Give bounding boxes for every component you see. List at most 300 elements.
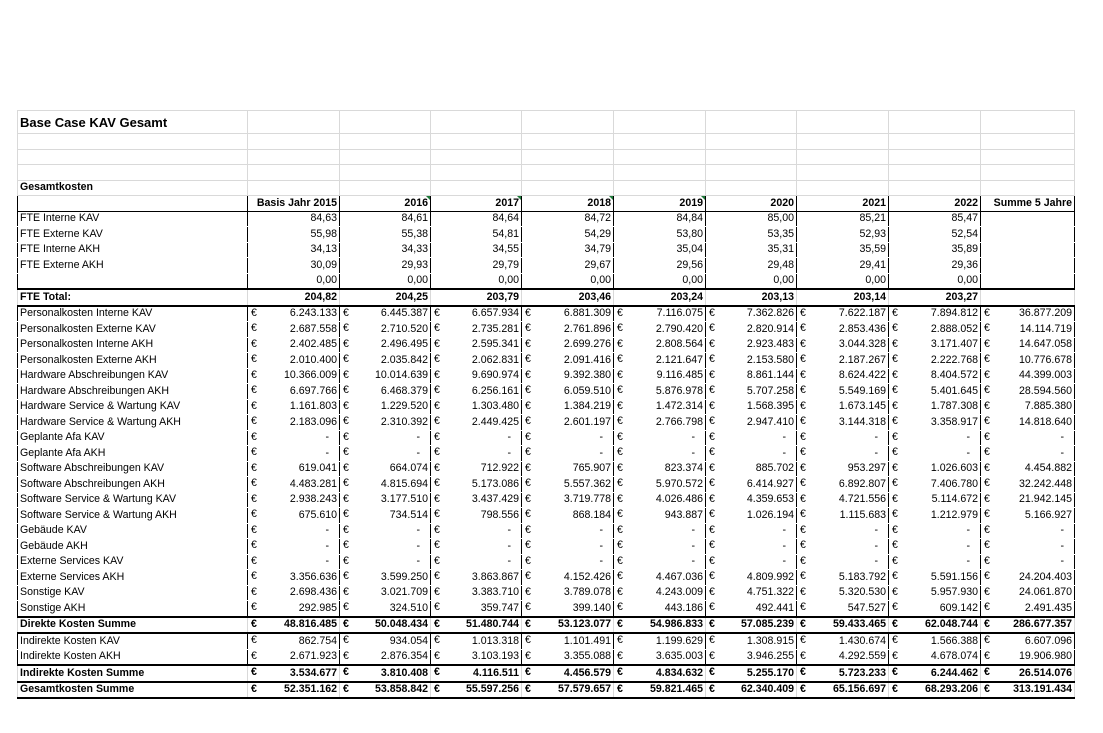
currency-cell[interactable] <box>706 306 797 322</box>
currency-cell[interactable] <box>981 368 1075 384</box>
currency-cell[interactable] <box>797 665 889 682</box>
currency-cell[interactable] <box>248 554 340 570</box>
value-cell[interactable] <box>981 227 1075 243</box>
currency-cell[interactable] <box>522 415 614 431</box>
currency-cell[interactable] <box>248 633 340 649</box>
currency-cell[interactable] <box>522 508 614 524</box>
value-cell[interactable]: 203,79 <box>431 289 522 306</box>
currency-cell[interactable] <box>706 682 797 699</box>
currency-cell[interactable] <box>248 682 340 699</box>
currency-cell[interactable] <box>248 306 340 322</box>
row-label[interactable]: FTE Externe AKH <box>18 258 248 274</box>
currency-cell[interactable] <box>889 617 981 634</box>
value-cell[interactable]: 53,80 <box>614 227 706 243</box>
value-cell[interactable]: 55,98 <box>248 227 340 243</box>
row-label[interactable]: Geplante Afa AKH <box>18 446 248 462</box>
value-cell[interactable]: 30,09 <box>248 258 340 274</box>
currency-cell[interactable] <box>614 461 706 477</box>
currency-cell[interactable] <box>706 585 797 601</box>
currency-cell[interactable] <box>248 601 340 617</box>
currency-cell[interactable] <box>340 415 431 431</box>
currency-cell[interactable] <box>431 415 522 431</box>
currency-cell[interactable] <box>797 384 889 400</box>
currency-cell[interactable] <box>614 682 706 699</box>
currency-cell[interactable] <box>889 570 981 586</box>
column-header-8[interactable]: Summe 5 Jahre <box>981 196 1075 212</box>
currency-cell[interactable] <box>706 492 797 508</box>
currency-cell[interactable] <box>981 523 1075 539</box>
value-cell[interactable]: 84,84 <box>614 211 706 227</box>
currency-cell[interactable] <box>706 601 797 617</box>
currency-cell[interactable] <box>706 446 797 462</box>
currency-cell[interactable] <box>981 353 1075 369</box>
row-label[interactable]: Software Abschreibungen AKH <box>18 477 248 493</box>
currency-cell[interactable] <box>522 446 614 462</box>
value-cell[interactable]: 0,00 <box>797 273 889 289</box>
value-cell[interactable]: 85,00 <box>706 211 797 227</box>
currency-cell[interactable] <box>248 430 340 446</box>
currency-cell[interactable] <box>889 492 981 508</box>
currency-cell[interactable] <box>797 601 889 617</box>
currency-cell[interactable] <box>706 477 797 493</box>
currency-cell[interactable] <box>248 665 340 682</box>
value-cell[interactable]: 29,41 <box>797 258 889 274</box>
row-label[interactable]: Externe Services AKH <box>18 570 248 586</box>
currency-cell[interactable] <box>248 649 340 665</box>
value-cell[interactable]: 203,46 <box>522 289 614 306</box>
currency-cell[interactable] <box>889 601 981 617</box>
currency-cell[interactable] <box>706 399 797 415</box>
currency-cell[interactable] <box>431 585 522 601</box>
currency-cell[interactable] <box>522 477 614 493</box>
currency-cell[interactable] <box>614 446 706 462</box>
currency-cell[interactable] <box>797 477 889 493</box>
currency-cell[interactable] <box>797 415 889 431</box>
currency-cell[interactable] <box>248 322 340 338</box>
currency-cell[interactable] <box>522 322 614 338</box>
currency-cell[interactable] <box>248 523 340 539</box>
currency-cell[interactable] <box>981 461 1075 477</box>
currency-cell[interactable] <box>340 322 431 338</box>
value-cell[interactable]: 54,29 <box>522 227 614 243</box>
currency-cell[interactable] <box>431 665 522 682</box>
value-cell[interactable]: 34,33 <box>340 242 431 258</box>
currency-cell[interactable] <box>431 399 522 415</box>
currency-cell[interactable] <box>340 570 431 586</box>
currency-cell[interactable] <box>522 570 614 586</box>
value-cell[interactable]: 35,31 <box>706 242 797 258</box>
row-label[interactable]: Personalkosten Externe KAV <box>18 322 248 338</box>
row-label[interactable]: Hardware Service & Wartung KAV <box>18 399 248 415</box>
currency-cell[interactable] <box>248 353 340 369</box>
currency-cell[interactable] <box>614 649 706 665</box>
value-cell[interactable]: 29,79 <box>431 258 522 274</box>
currency-cell[interactable] <box>614 570 706 586</box>
value-cell[interactable]: 35,89 <box>889 242 981 258</box>
column-header-0[interactable]: Basis Jahr 2015 <box>248 196 340 212</box>
currency-cell[interactable] <box>797 617 889 634</box>
value-cell[interactable] <box>981 242 1075 258</box>
currency-cell[interactable] <box>614 337 706 353</box>
row-label[interactable]: FTE Interne AKH <box>18 242 248 258</box>
currency-cell[interactable] <box>522 337 614 353</box>
row-label[interactable]: Software Service & Wartung AKH <box>18 508 248 524</box>
currency-cell[interactable] <box>431 477 522 493</box>
value-cell[interactable]: 203,27 <box>889 289 981 306</box>
currency-cell[interactable] <box>614 430 706 446</box>
currency-cell[interactable] <box>614 665 706 682</box>
currency-cell[interactable] <box>248 477 340 493</box>
currency-cell[interactable] <box>889 337 981 353</box>
currency-cell[interactable] <box>431 461 522 477</box>
currency-cell[interactable] <box>889 633 981 649</box>
column-header-3[interactable]: 2018 <box>522 196 614 212</box>
currency-cell[interactable] <box>889 430 981 446</box>
row-label[interactable]: Personalkosten Interne KAV <box>18 306 248 322</box>
currency-cell[interactable] <box>340 368 431 384</box>
currency-cell[interactable] <box>614 508 706 524</box>
currency-cell[interactable] <box>706 539 797 555</box>
value-cell[interactable]: 0,00 <box>248 273 340 289</box>
currency-cell[interactable] <box>981 508 1075 524</box>
value-cell[interactable]: 0,00 <box>431 273 522 289</box>
currency-cell[interactable] <box>981 337 1075 353</box>
value-cell[interactable]: 34,13 <box>248 242 340 258</box>
currency-cell[interactable] <box>889 446 981 462</box>
currency-cell[interactable] <box>614 415 706 431</box>
currency-cell[interactable] <box>248 508 340 524</box>
value-cell[interactable]: 29,93 <box>340 258 431 274</box>
currency-cell[interactable] <box>889 682 981 699</box>
row-label[interactable]: Sonstige AKH <box>18 601 248 617</box>
currency-cell[interactable] <box>522 649 614 665</box>
currency-cell[interactable] <box>614 554 706 570</box>
currency-cell[interactable] <box>522 585 614 601</box>
row-label[interactable]: Sonstige KAV <box>18 585 248 601</box>
currency-cell[interactable] <box>889 353 981 369</box>
row-label[interactable]: Software Abschreibungen KAV <box>18 461 248 477</box>
currency-cell[interactable] <box>522 665 614 682</box>
value-cell[interactable]: 0,00 <box>889 273 981 289</box>
currency-cell[interactable] <box>981 384 1075 400</box>
row-label[interactable]: Direkte Kosten Summe <box>18 617 248 634</box>
currency-cell[interactable] <box>340 306 431 322</box>
value-cell[interactable]: 54,81 <box>431 227 522 243</box>
currency-cell[interactable] <box>614 585 706 601</box>
currency-cell[interactable] <box>248 585 340 601</box>
value-cell[interactable]: 0,00 <box>614 273 706 289</box>
currency-cell[interactable] <box>889 554 981 570</box>
value-cell[interactable]: 34,55 <box>431 242 522 258</box>
currency-cell[interactable] <box>248 384 340 400</box>
currency-cell[interactable] <box>797 649 889 665</box>
currency-cell[interactable] <box>889 322 981 338</box>
currency-cell[interactable] <box>248 446 340 462</box>
row-label[interactable]: FTE Total: <box>18 289 248 306</box>
currency-cell[interactable] <box>797 430 889 446</box>
value-cell[interactable]: 85,21 <box>797 211 889 227</box>
row-label[interactable]: Gebäude KAV <box>18 523 248 539</box>
currency-cell[interactable] <box>889 415 981 431</box>
currency-cell[interactable] <box>431 633 522 649</box>
currency-cell[interactable] <box>797 523 889 539</box>
currency-cell[interactable] <box>797 492 889 508</box>
currency-cell[interactable] <box>522 554 614 570</box>
currency-cell[interactable] <box>431 337 522 353</box>
currency-cell[interactable] <box>248 368 340 384</box>
currency-cell[interactable] <box>431 570 522 586</box>
value-cell[interactable]: 84,64 <box>431 211 522 227</box>
currency-cell[interactable] <box>981 585 1075 601</box>
value-cell[interactable] <box>981 289 1075 306</box>
currency-cell[interactable] <box>522 617 614 634</box>
currency-cell[interactable] <box>797 399 889 415</box>
currency-cell[interactable] <box>797 368 889 384</box>
currency-cell[interactable] <box>981 446 1075 462</box>
currency-cell[interactable] <box>706 461 797 477</box>
currency-cell[interactable] <box>889 368 981 384</box>
currency-cell[interactable] <box>889 523 981 539</box>
currency-cell[interactable] <box>889 585 981 601</box>
currency-cell[interactable] <box>797 322 889 338</box>
value-cell[interactable]: 203,14 <box>797 289 889 306</box>
currency-cell[interactable] <box>522 430 614 446</box>
currency-cell[interactable] <box>889 399 981 415</box>
currency-cell[interactable] <box>522 461 614 477</box>
currency-cell[interactable] <box>797 539 889 555</box>
currency-cell[interactable] <box>981 399 1075 415</box>
currency-cell[interactable] <box>981 539 1075 555</box>
currency-cell[interactable] <box>248 617 340 634</box>
value-cell[interactable]: 0,00 <box>706 273 797 289</box>
value-cell[interactable]: 29,36 <box>889 258 981 274</box>
value-cell[interactable] <box>981 211 1075 227</box>
currency-cell[interactable] <box>431 539 522 555</box>
currency-cell[interactable] <box>706 337 797 353</box>
currency-cell[interactable] <box>340 477 431 493</box>
currency-cell[interactable] <box>889 477 981 493</box>
currency-cell[interactable] <box>797 446 889 462</box>
currency-cell[interactable] <box>431 384 522 400</box>
row-label[interactable]: Geplante Afa KAV <box>18 430 248 446</box>
currency-cell[interactable] <box>340 539 431 555</box>
currency-cell[interactable] <box>614 633 706 649</box>
currency-cell[interactable] <box>889 461 981 477</box>
currency-cell[interactable] <box>614 384 706 400</box>
value-cell[interactable]: 203,13 <box>706 289 797 306</box>
currency-cell[interactable] <box>431 322 522 338</box>
value-cell[interactable]: 84,61 <box>340 211 431 227</box>
value-cell[interactable]: 55,38 <box>340 227 431 243</box>
currency-cell[interactable] <box>706 384 797 400</box>
currency-cell[interactable] <box>981 306 1075 322</box>
currency-cell[interactable] <box>522 306 614 322</box>
currency-cell[interactable] <box>706 633 797 649</box>
currency-cell[interactable] <box>248 570 340 586</box>
currency-cell[interactable] <box>889 384 981 400</box>
row-label[interactable]: Indirekte Kosten AKH <box>18 649 248 665</box>
currency-cell[interactable] <box>340 337 431 353</box>
value-cell[interactable]: 29,67 <box>522 258 614 274</box>
column-header-1[interactable]: 2016 <box>340 196 431 212</box>
currency-cell[interactable] <box>706 508 797 524</box>
row-label[interactable]: Gebäude AKH <box>18 539 248 555</box>
currency-cell[interactable] <box>431 306 522 322</box>
value-cell[interactable]: 52,54 <box>889 227 981 243</box>
currency-cell[interactable] <box>889 649 981 665</box>
value-cell[interactable] <box>981 273 1075 289</box>
value-cell[interactable]: 52,93 <box>797 227 889 243</box>
currency-cell[interactable] <box>340 492 431 508</box>
row-label[interactable]: FTE Interne KAV <box>18 211 248 227</box>
currency-cell[interactable] <box>706 665 797 682</box>
currency-cell[interactable] <box>614 306 706 322</box>
currency-cell[interactable] <box>981 570 1075 586</box>
value-cell[interactable] <box>981 258 1075 274</box>
currency-cell[interactable] <box>797 682 889 699</box>
currency-cell[interactable] <box>614 368 706 384</box>
value-cell[interactable]: 204,25 <box>340 289 431 306</box>
currency-cell[interactable] <box>797 633 889 649</box>
currency-cell[interactable] <box>340 430 431 446</box>
currency-cell[interactable] <box>431 353 522 369</box>
currency-cell[interactable] <box>706 322 797 338</box>
currency-cell[interactable] <box>431 601 522 617</box>
section-title[interactable]: Gesamtkosten <box>18 180 248 196</box>
column-header-6[interactable]: 2021 <box>797 196 889 212</box>
currency-cell[interactable] <box>706 415 797 431</box>
currency-cell[interactable] <box>981 633 1075 649</box>
currency-cell[interactable] <box>340 384 431 400</box>
currency-cell[interactable] <box>614 322 706 338</box>
currency-cell[interactable] <box>614 492 706 508</box>
currency-cell[interactable] <box>614 399 706 415</box>
currency-cell[interactable] <box>431 554 522 570</box>
currency-cell[interactable] <box>522 368 614 384</box>
currency-cell[interactable] <box>522 492 614 508</box>
currency-cell[interactable] <box>706 523 797 539</box>
currency-cell[interactable] <box>614 353 706 369</box>
currency-cell[interactable] <box>248 399 340 415</box>
row-label[interactable]: Hardware Service & Wartung AKH <box>18 415 248 431</box>
row-label[interactable]: Personalkosten Externe AKH <box>18 353 248 369</box>
currency-cell[interactable] <box>981 649 1075 665</box>
currency-cell[interactable] <box>431 368 522 384</box>
row-label[interactable]: Hardware Abschreibungen KAV <box>18 368 248 384</box>
row-label[interactable]: Personalkosten Interne AKH <box>18 337 248 353</box>
currency-cell[interactable] <box>340 523 431 539</box>
currency-cell[interactable] <box>706 570 797 586</box>
sheet-title[interactable]: Base Case KAV Gesamt <box>18 111 248 134</box>
currency-cell[interactable] <box>797 337 889 353</box>
row-label[interactable]: Indirekte Kosten KAV <box>18 633 248 649</box>
currency-cell[interactable] <box>614 617 706 634</box>
header-corner-cell[interactable] <box>18 196 248 212</box>
currency-cell[interactable] <box>431 492 522 508</box>
currency-cell[interactable] <box>981 665 1075 682</box>
value-cell[interactable]: 53,35 <box>706 227 797 243</box>
value-cell[interactable]: 0,00 <box>340 273 431 289</box>
currency-cell[interactable] <box>340 633 431 649</box>
row-label[interactable] <box>18 273 248 289</box>
currency-cell[interactable] <box>340 508 431 524</box>
currency-cell[interactable] <box>614 523 706 539</box>
currency-cell[interactable] <box>797 554 889 570</box>
currency-cell[interactable] <box>340 601 431 617</box>
currency-cell[interactable] <box>248 415 340 431</box>
currency-cell[interactable] <box>706 368 797 384</box>
currency-cell[interactable] <box>340 649 431 665</box>
currency-cell[interactable] <box>248 539 340 555</box>
currency-cell[interactable] <box>431 682 522 699</box>
currency-cell[interactable] <box>431 617 522 634</box>
currency-cell[interactable] <box>431 446 522 462</box>
currency-cell[interactable] <box>797 508 889 524</box>
row-label[interactable]: Externe Services KAV <box>18 554 248 570</box>
currency-cell[interactable] <box>431 508 522 524</box>
currency-cell[interactable] <box>340 353 431 369</box>
currency-cell[interactable] <box>797 570 889 586</box>
currency-cell[interactable] <box>522 353 614 369</box>
currency-cell[interactable] <box>889 306 981 322</box>
currency-cell[interactable] <box>706 353 797 369</box>
value-cell[interactable]: 84,63 <box>248 211 340 227</box>
currency-cell[interactable] <box>340 617 431 634</box>
value-cell[interactable]: 29,56 <box>614 258 706 274</box>
currency-cell[interactable] <box>522 633 614 649</box>
currency-cell[interactable] <box>797 306 889 322</box>
currency-cell[interactable] <box>522 384 614 400</box>
currency-cell[interactable] <box>248 337 340 353</box>
currency-cell[interactable] <box>340 665 431 682</box>
currency-cell[interactable] <box>981 617 1075 634</box>
currency-cell[interactable] <box>614 477 706 493</box>
currency-cell[interactable] <box>981 492 1075 508</box>
row-label[interactable]: Gesamtkosten Summe <box>18 682 248 699</box>
currency-cell[interactable] <box>706 554 797 570</box>
currency-cell[interactable] <box>797 461 889 477</box>
currency-cell[interactable] <box>981 477 1075 493</box>
currency-cell[interactable] <box>340 585 431 601</box>
currency-cell[interactable] <box>981 554 1075 570</box>
currency-cell[interactable] <box>522 523 614 539</box>
column-header-2[interactable]: 2017 <box>431 196 522 212</box>
currency-cell[interactable] <box>340 461 431 477</box>
row-label[interactable]: Hardware Abschreibungen AKH <box>18 384 248 400</box>
currency-cell[interactable] <box>981 601 1075 617</box>
currency-cell[interactable] <box>248 492 340 508</box>
value-cell[interactable]: 0,00 <box>522 273 614 289</box>
value-cell[interactable]: 84,72 <box>522 211 614 227</box>
currency-cell[interactable] <box>889 508 981 524</box>
currency-cell[interactable] <box>522 539 614 555</box>
currency-cell[interactable] <box>614 539 706 555</box>
row-label[interactable]: Software Service & Wartung KAV <box>18 492 248 508</box>
currency-cell[interactable] <box>706 617 797 634</box>
column-header-5[interactable]: 2020 <box>706 196 797 212</box>
currency-cell[interactable] <box>614 601 706 617</box>
value-cell[interactable]: 34,79 <box>522 242 614 258</box>
currency-cell[interactable] <box>706 649 797 665</box>
value-cell[interactable]: 29,48 <box>706 258 797 274</box>
value-cell[interactable]: 203,24 <box>614 289 706 306</box>
currency-cell[interactable] <box>706 430 797 446</box>
currency-cell[interactable] <box>431 523 522 539</box>
currency-cell[interactable] <box>431 430 522 446</box>
value-cell[interactable]: 85,47 <box>889 211 981 227</box>
currency-cell[interactable] <box>981 415 1075 431</box>
currency-cell[interactable] <box>797 585 889 601</box>
